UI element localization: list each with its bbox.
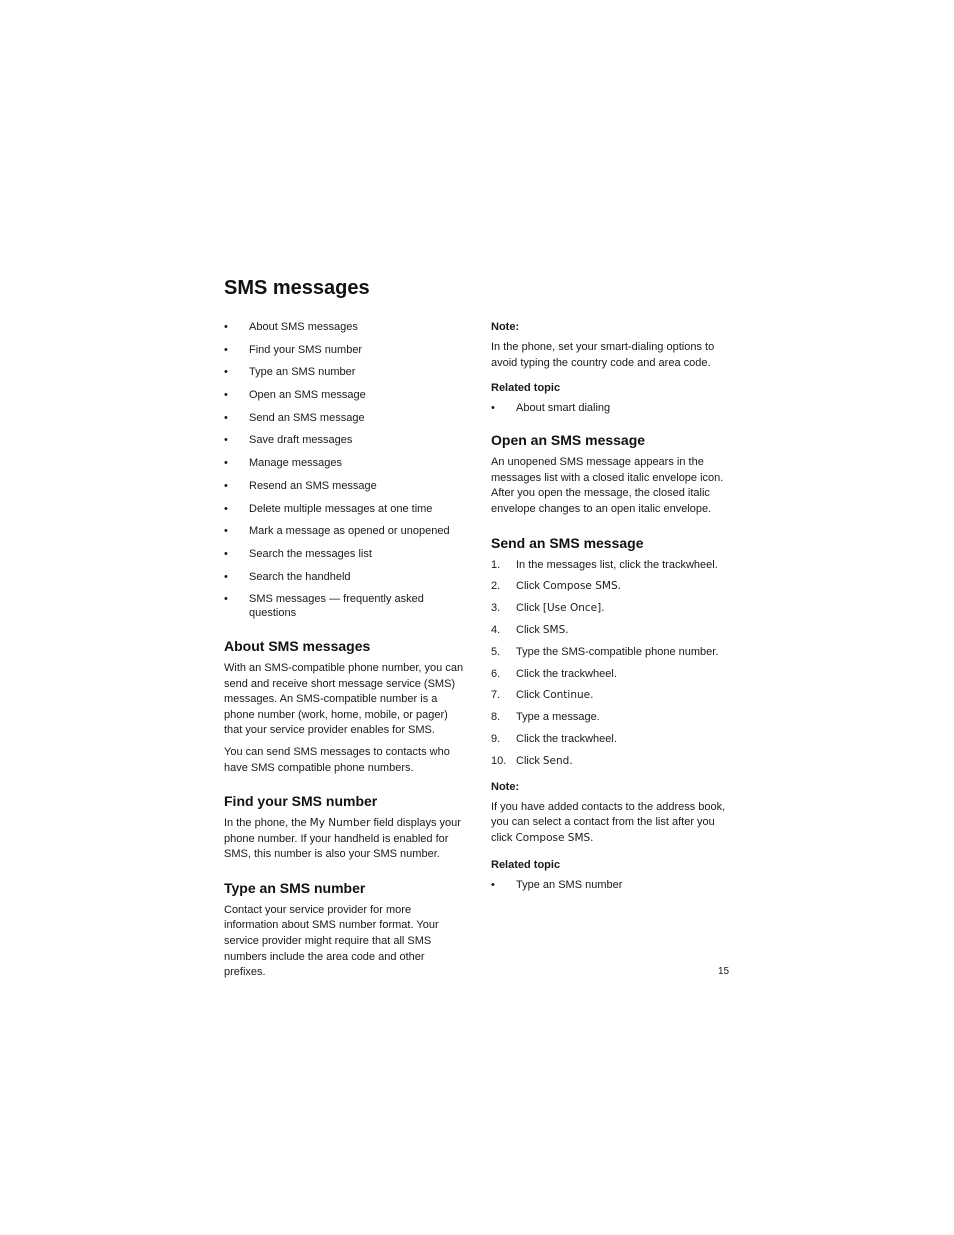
send-section [491,534,731,768]
step [491,623,731,637]
step-number: 2. [491,580,501,593]
paragraph: With an SMS-compatible phone number, you can send and receive short message service (SMS) messages. An SMS-compatible number is a phone number (work, home, mobile, or pager) that your service provider enables for SMS. [224,661,464,737]
paragraph: Contact your service provider for more information about SMS number format. Your service provider might require that all SMS numbers include the area code and other prefixes. [224,903,439,979]
step [491,667,731,681]
step [491,579,731,593]
step-number: 5. [491,645,501,658]
related-topic-label: Related topic [491,859,561,872]
section-heading: Find your SMS number [224,793,378,810]
step-text: Type the SMS-compatible phone number. [516,645,719,658]
step-text: Type a message. [516,711,600,724]
find-number-section [224,792,466,863]
left-column [224,320,466,987]
step-text: Click SMS. [516,623,569,636]
note-label: Note: [491,780,520,793]
step-number: 1. [491,558,501,571]
about-section [224,637,466,776]
step [491,558,731,572]
related-topic-label: Related topic [491,382,561,395]
topic-list-item: • Open an SMS message [224,388,466,402]
note-label: Note: [491,321,520,333]
topic-list-item: • Search the handheld [224,570,466,584]
right-column [491,320,731,892]
note-text: In the phone, set your smart-dialing options to avoid typing the country code and area code. [491,341,715,369]
step-text: Click Continue. [516,689,594,702]
step-text: Click [Use Once]. [516,602,605,615]
related-topic-link[interactable]: • About smart dialing [491,401,731,415]
step [491,688,731,702]
topic-list [224,320,466,620]
text: In the phone, the [224,817,310,830]
step-text: In the messages list, click the trackwheel. [516,558,718,571]
topic-list-item: • Send an SMS message [224,411,466,425]
text: field displays your phone number. If your handheld is enabled for SMS, this number is also your SMS number. [224,817,461,861]
topic-list-item: • Manage messages [224,456,466,470]
related-topic-list [491,401,731,415]
page-title: SMS messages [224,277,370,299]
paragraph [224,816,466,863]
step-number: 7. [491,689,501,702]
step-number: 4. [491,623,501,636]
topic-list-item: • Find your SMS number [224,343,466,357]
type-number-section [224,879,466,981]
step-number: 6. [491,667,501,680]
topic-list-item: • Search the messages list [224,547,466,561]
step-number: 9. [491,732,501,745]
topic-list-item: • Resend an SMS message [224,479,466,493]
section-heading: Open an SMS message [491,432,646,449]
topic-list-item: • About SMS messages [224,320,466,334]
topic-list-item: • Type an SMS number [224,365,466,379]
step-number: 3. [491,602,501,615]
section-heading: Send an SMS message [491,534,644,551]
step-number: 10. [491,754,507,767]
topic-list-item: • SMS messages — frequently asked questions [224,592,466,620]
topic-list-item: • Mark a message as opened or unopened [224,524,466,538]
topic-list-item: • Delete multiple messages at one time [224,502,466,516]
note-text: If you have added contacts to the address book, you can select a contact from the list after you click Compose SMS. [491,800,726,844]
related-topic-link[interactable]: • Type an SMS number [491,878,731,892]
paragraph: An unopened SMS message appears in the messages list with a closed italic envelope icon. After you open the message, the closed italic envelope changes to an open italic envelope. [491,456,724,515]
section-heading: About SMS messages [224,637,371,654]
topic-list-item: • Save draft messages [224,433,466,447]
related-topic-list [491,878,731,892]
step [491,710,731,724]
page-number: 15 [718,966,730,977]
open-section [491,431,731,517]
field-name: My Number [309,817,371,830]
steps-list [491,558,731,768]
step [491,645,731,659]
step [491,732,731,746]
step-text: Click Send. [516,754,573,767]
step-number: 8. [491,711,501,724]
step [491,601,731,615]
step-text: Click the trackwheel. [516,667,617,680]
section-heading: Type an SMS number [224,879,366,896]
step-text: Click the trackwheel. [516,732,617,745]
step-text: Click Compose SMS. [516,580,621,593]
paragraph: You can send SMS messages to contacts who have SMS compatible phone numbers. [224,745,450,774]
step [491,754,731,768]
